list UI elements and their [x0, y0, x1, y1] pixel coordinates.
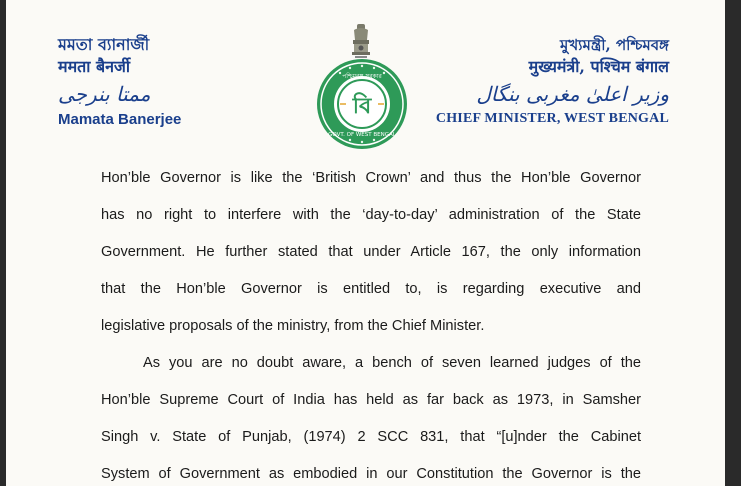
name-english: Mamata Banerjee [58, 111, 182, 128]
body-line: Government. He further stated that under Article 167, the only information [101, 244, 641, 260]
letter-body [101, 160, 641, 486]
name-bengali: মমতা ব্যানার্জী [58, 35, 150, 54]
name-hindi: ममता बैनर्जी [58, 57, 131, 76]
letterhead-right [409, 35, 669, 127]
title-bengali: মুখ্যমন্ত্রী, পশ্চিমবঙ্গ [559, 36, 669, 54]
title-english: CHIEF MINISTER, WEST BENGAL [435, 111, 669, 126]
name-urdu: ممتا بنرجی [58, 82, 151, 106]
body-line: legislative proposals of the ministry, from the Chief Minister. [101, 318, 485, 334]
body-line: that the Hon’ble Governor is entitled to, is regarding executive and [101, 281, 641, 297]
letter-page [6, 0, 725, 486]
west-bengal-seal-icon [316, 58, 408, 150]
letterhead-left [58, 35, 278, 128]
seal-text-bottom: GOVT. OF WEST BENGAL [328, 132, 396, 138]
body-line: System of Government as embodied in our Constitution the Governor is the [101, 466, 641, 482]
seal-text-top: পশ্চিমবঙ্গ সরকার [342, 73, 382, 80]
national-emblem-icon [346, 22, 376, 60]
body-line: As you are no doubt aware, a bench of seven learned judges of the [143, 355, 641, 371]
body-line: Hon’ble Supreme Court of India has held as far back as 1973, in Samsher [101, 392, 641, 408]
seal-center-letter: বি [352, 94, 372, 119]
body-line: Hon’ble Governor is like the ‘British Crown’ and thus the Hon’ble Governor [101, 170, 641, 186]
body-line: has no right to interfere with the ‘day-to-day’ administration of the State [101, 207, 641, 223]
title-urdu: وزیر اعلیٰ مغربی بنگال [476, 82, 669, 106]
title-hindi: मुख्यमंत्री, पश्चिम बंगाल [528, 57, 669, 76]
body-line: Singh v. State of Punjab, (1974) 2 SCC 831, that “[u]nder the Cabinet [101, 429, 641, 445]
